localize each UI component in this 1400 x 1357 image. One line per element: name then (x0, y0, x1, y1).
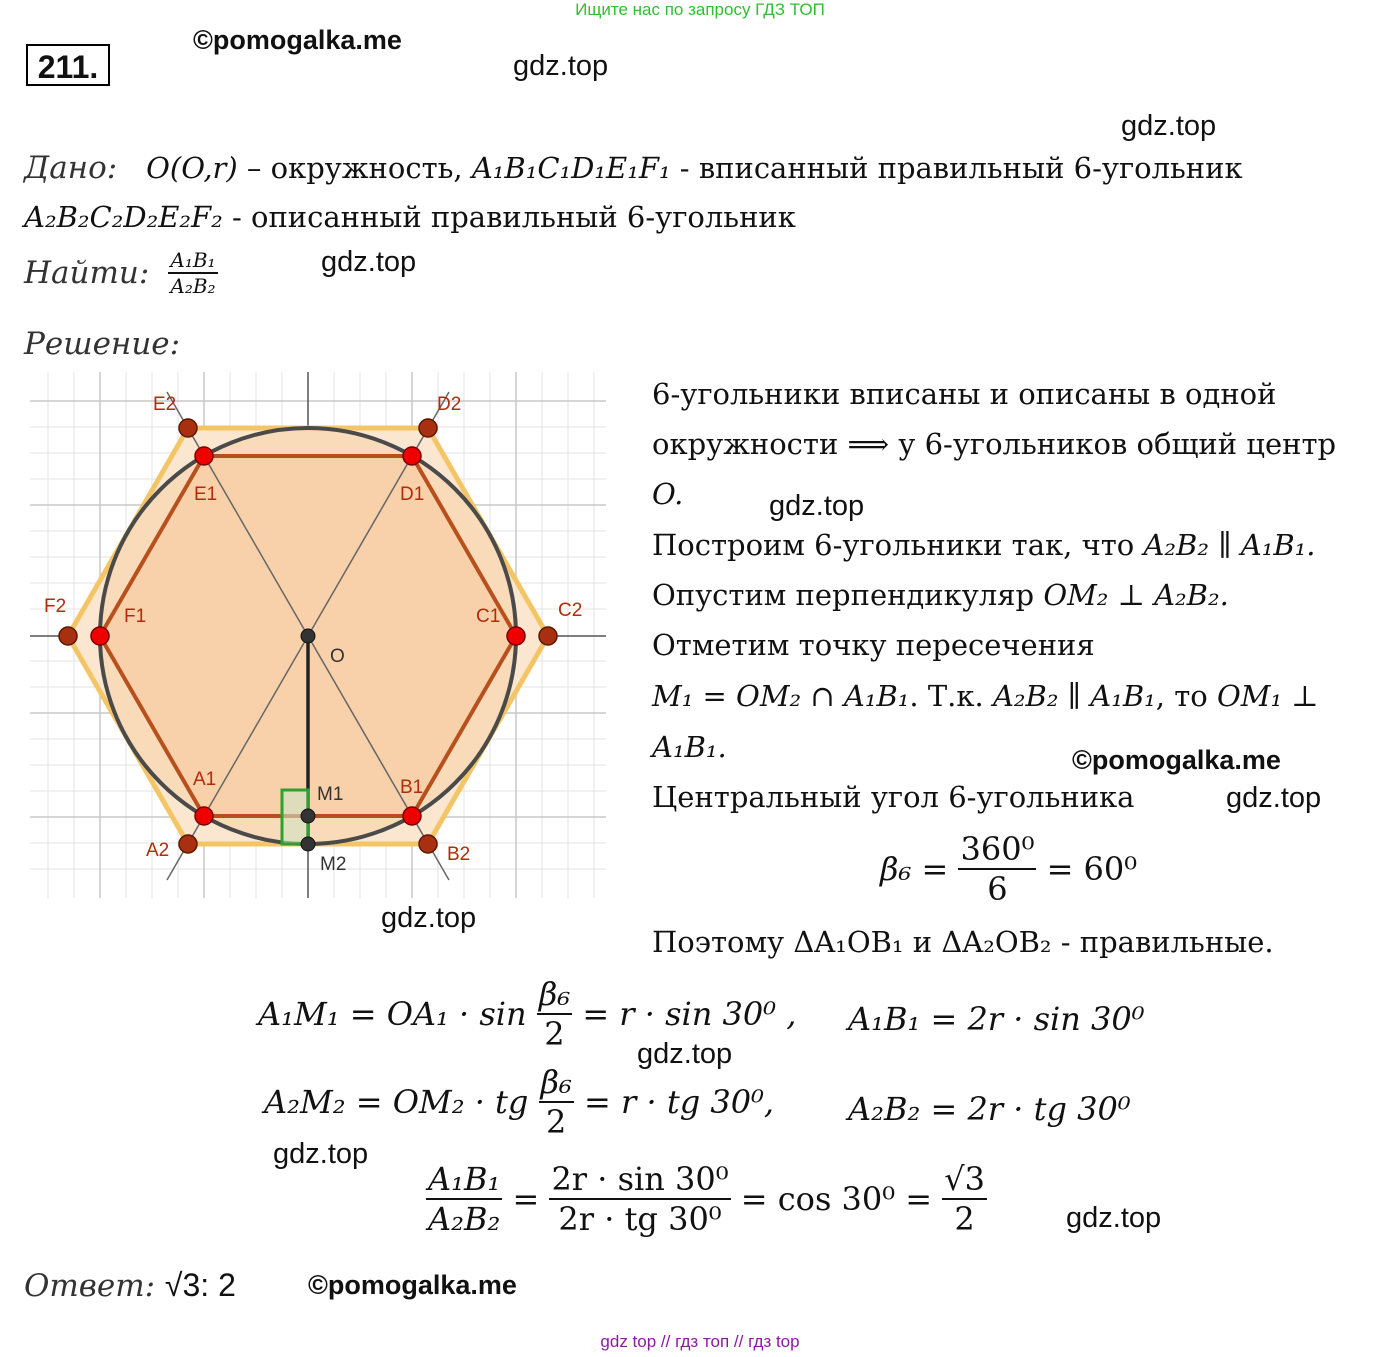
solution-line-1: 6-угольники вписаны и описаны в одной (652, 377, 1277, 411)
watermark-gdz: gdz.top (1066, 1202, 1162, 1234)
answer-label: Ответ (24, 1268, 145, 1304)
watermark-gdz: gdz.top (273, 1138, 369, 1170)
label-A1: A1 (193, 769, 217, 790)
top-banner-note: Ищите нас по запросу ГДЗ ТОП (575, 0, 825, 19)
label-D2: D2 (437, 394, 462, 415)
formula-a1m1: A₁M₁ = OA₁ · sin $\frac{\text{β₆}}{2}$ = r · sin 30⁰ , (258, 975, 797, 1053)
label-F1: F1 (124, 606, 147, 627)
given-line-2 (24, 200, 796, 234)
given-circle: O(O,r) (146, 151, 238, 185)
label-O: O (330, 646, 345, 667)
solution-line-6: Отметим точку пересечения (652, 628, 1095, 662)
footer-links: gdz top // гдз топ // гдз top (600, 1332, 800, 1351)
find-line: Найти: $\frac{\text{A₁B₁}}{\text{A₂B₂}}$ (24, 248, 216, 298)
find-denominator: A₂B₂ (170, 274, 216, 298)
answer-value: √3: 2 (164, 1267, 236, 1303)
label-D1: D1 (400, 484, 425, 505)
formula-a2m2: A₂M₂ = OM₂ · tg $\frac{\text{β₆}}{2}$ = r · tg 30⁰, (264, 1063, 775, 1141)
label-A2: A2 (146, 840, 170, 861)
given-line-1: Дано: O(O,r) – окружность, A₁B₁C₁D₁E₁F₁ - вписанный правильный 6-угольник (24, 150, 1243, 186)
problem-number: 211. (26, 44, 110, 86)
formula-a1b1: A₁B₁ = 2r · sin 30⁰ (848, 1000, 1145, 1038)
given-circumscribed-text: - описанный правильный 6-угольник (222, 200, 796, 234)
given-circumscribed: A₂B₂C₂D₂E₂F₂ (24, 200, 223, 234)
label-C2: C2 (558, 600, 583, 621)
formula-ratio: $\frac{\text{A₁B₁}}{\text{A₂B₂}}$ = $\frac{\text{2r · sin 30⁰}}{\text{2r · tg 30⁰}}$ = cos 30⁰ = $\frac{√3}{2}$ (428, 1160, 985, 1238)
solution-line-3: O. (652, 477, 684, 511)
hexagon-figure (30, 372, 606, 898)
label-E2: E2 (153, 394, 177, 415)
given-inscribed-text: - вписанный правильный 6-угольник (670, 151, 1243, 185)
label-M1: M1 (317, 784, 344, 805)
solution-line-9: Центральный угол 6-угольника (652, 780, 1135, 814)
answer-line: Ответ: √3: 2 (24, 1267, 236, 1304)
watermark-gdz: gdz.top (513, 50, 609, 82)
solution-line-5: Опустим перпендикуляр OM₂ ⊥ A₂B₂. (652, 578, 1229, 612)
watermark-pomogalka: ©pomogalka.me (193, 25, 402, 55)
formula-a2b2: A₂B₂ = 2r · tg 30⁰ (848, 1090, 1131, 1128)
watermark-gdz: gdz.top (321, 246, 417, 278)
watermark-pomogalka: ©pomogalka.me (308, 1270, 517, 1300)
watermark-gdz: gdz.top (769, 490, 865, 522)
label-C1: C1 (476, 606, 501, 627)
watermark-gdz: gdz.top (1226, 782, 1322, 814)
label-B2: B2 (447, 844, 471, 865)
solution-line-2: окружности ⟹ у 6-угольников общий центр (652, 427, 1337, 461)
label-M2: M2 (320, 854, 347, 875)
solution-label: Решение: (24, 326, 181, 362)
label-B1: B1 (400, 777, 424, 798)
watermark-gdz: gdz.top (1121, 110, 1217, 142)
given-inscribed: A₁B₁C₁D₁E₁F₁ (471, 151, 671, 185)
solution-line-10: Поэтому ΔA₁OB₁ и ΔA₂OB₂ - правильные. (652, 925, 1274, 959)
formula-beta: β₆ = $\frac{\text{360⁰}}{6}$ = 60⁰ (880, 830, 1138, 908)
given-label: Дано (24, 150, 107, 186)
find-fraction (168, 248, 217, 298)
label-E1: E1 (194, 484, 218, 505)
watermark-gdz: gdz.top (637, 1038, 733, 1070)
solution-line-4: Построим 6-угольники так, что A₂B₂ ∥ A₁B₁. (652, 528, 1316, 562)
watermark-gdz: gdz.top (381, 902, 477, 934)
find-numerator: A₁B₁ (170, 248, 216, 272)
solution-line-8: A₁B₁. (652, 730, 727, 764)
watermark-pomogalka: ©pomogalka.me (1072, 745, 1281, 775)
given-circle-text: – окружность, (237, 151, 472, 185)
find-label: Найти (24, 255, 139, 291)
label-F2: F2 (44, 596, 67, 617)
solution-line-7: M₁ = OM₂ ∩ A₁B₁. Т.к. A₂B₂ ∥ A₁B₁, то OM₁ ⊥ (652, 679, 1319, 713)
